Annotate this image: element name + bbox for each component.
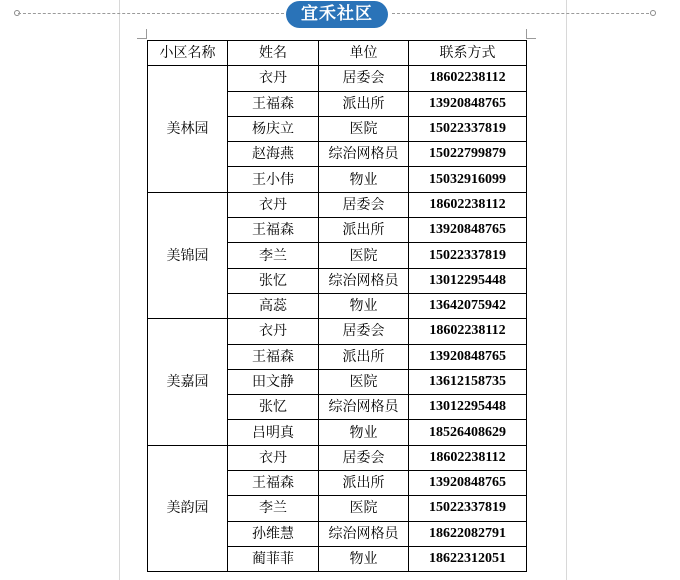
contact-name-cell: 李兰 (228, 243, 319, 268)
phone-cell: 18602238112 (409, 192, 527, 217)
column-header-phone: 联系方式 (409, 41, 527, 66)
text-area-corner-mark-right (526, 29, 536, 39)
unit-cell: 居委会 (319, 192, 409, 217)
contact-name-cell: 高蕊 (228, 293, 319, 318)
phone-cell: 15022799879 (409, 142, 527, 167)
phone-cell: 18602238112 (409, 319, 527, 344)
phone-cell: 15032916099 (409, 167, 527, 192)
table-row (148, 66, 527, 91)
phone-cell: 18622082791 (409, 521, 527, 546)
unit-cell: 物业 (319, 420, 409, 445)
column-header-community: 小区名称 (148, 41, 228, 66)
contact-table (147, 40, 527, 572)
phone-cell: 13012295448 (409, 268, 527, 293)
community-name-cell: 美韵园 (148, 445, 228, 571)
phone-cell: 13642075942 (409, 293, 527, 318)
contact-name-cell: 田文静 (228, 369, 319, 394)
table-row (148, 319, 527, 344)
phone-cell: 13012295448 (409, 395, 527, 420)
contact-name-cell: 王小伟 (228, 167, 319, 192)
column-header-unit: 单位 (319, 41, 409, 66)
unit-cell: 派出所 (319, 91, 409, 116)
contact-name-cell: 王福森 (228, 91, 319, 116)
unit-cell: 医院 (319, 496, 409, 521)
phone-cell: 13920848765 (409, 344, 527, 369)
page-margin-left (119, 0, 120, 580)
phone-cell: 13612158735 (409, 369, 527, 394)
unit-cell: 居委会 (319, 319, 409, 344)
phone-cell: 18526408629 (409, 420, 527, 445)
phone-cell: 18602238112 (409, 445, 527, 470)
contact-name-cell: 王福森 (228, 344, 319, 369)
unit-cell: 派出所 (319, 218, 409, 243)
unit-cell: 物业 (319, 546, 409, 571)
contact-name-cell: 杨庆立 (228, 116, 319, 141)
unit-cell: 综治网格员 (319, 395, 409, 420)
table-body (148, 66, 527, 572)
contact-name-cell: 蔺菲菲 (228, 546, 319, 571)
header-divider-right (392, 13, 654, 14)
unit-cell: 医院 (319, 243, 409, 268)
unit-cell: 医院 (319, 369, 409, 394)
column-header-name: 姓名 (228, 41, 319, 66)
header-divider-left (18, 13, 284, 14)
phone-cell: 15022337819 (409, 116, 527, 141)
phone-cell: 13920848765 (409, 91, 527, 116)
unit-cell: 医院 (319, 116, 409, 141)
contact-name-cell: 衣丹 (228, 445, 319, 470)
community-name-cell: 美林园 (148, 66, 228, 192)
contact-name-cell: 衣丹 (228, 66, 319, 91)
unit-cell: 居委会 (319, 445, 409, 470)
phone-cell: 13920848765 (409, 471, 527, 496)
phone-cell: 18622312051 (409, 546, 527, 571)
unit-cell: 综治网格员 (319, 268, 409, 293)
contact-name-cell: 孙维慧 (228, 521, 319, 546)
unit-cell: 综治网格员 (319, 142, 409, 167)
community-name-cell: 美嘉园 (148, 319, 228, 445)
page-title: 宜禾社区 (286, 1, 388, 28)
phone-cell: 15022337819 (409, 496, 527, 521)
phone-cell: 13920848765 (409, 218, 527, 243)
table-row (148, 445, 527, 470)
contact-name-cell: 衣丹 (228, 192, 319, 217)
contact-name-cell: 吕明真 (228, 420, 319, 445)
table-header-row (148, 41, 527, 66)
community-name-cell: 美锦园 (148, 192, 228, 318)
table-row (148, 192, 527, 217)
unit-cell: 物业 (319, 293, 409, 318)
header-dot-right (650, 10, 656, 16)
contact-name-cell: 衣丹 (228, 319, 319, 344)
unit-cell: 派出所 (319, 344, 409, 369)
unit-cell: 综治网格员 (319, 521, 409, 546)
contact-name-cell: 王福森 (228, 218, 319, 243)
page-margin-right (566, 0, 567, 580)
contact-name-cell: 李兰 (228, 496, 319, 521)
text-area-corner-mark-left (137, 29, 147, 39)
phone-cell: 15022337819 (409, 243, 527, 268)
contact-name-cell: 王福森 (228, 471, 319, 496)
contact-name-cell: 张忆 (228, 395, 319, 420)
phone-cell: 18602238112 (409, 66, 527, 91)
unit-cell: 居委会 (319, 66, 409, 91)
contact-name-cell: 赵海燕 (228, 142, 319, 167)
unit-cell: 物业 (319, 167, 409, 192)
unit-cell: 派出所 (319, 471, 409, 496)
contact-name-cell: 张忆 (228, 268, 319, 293)
